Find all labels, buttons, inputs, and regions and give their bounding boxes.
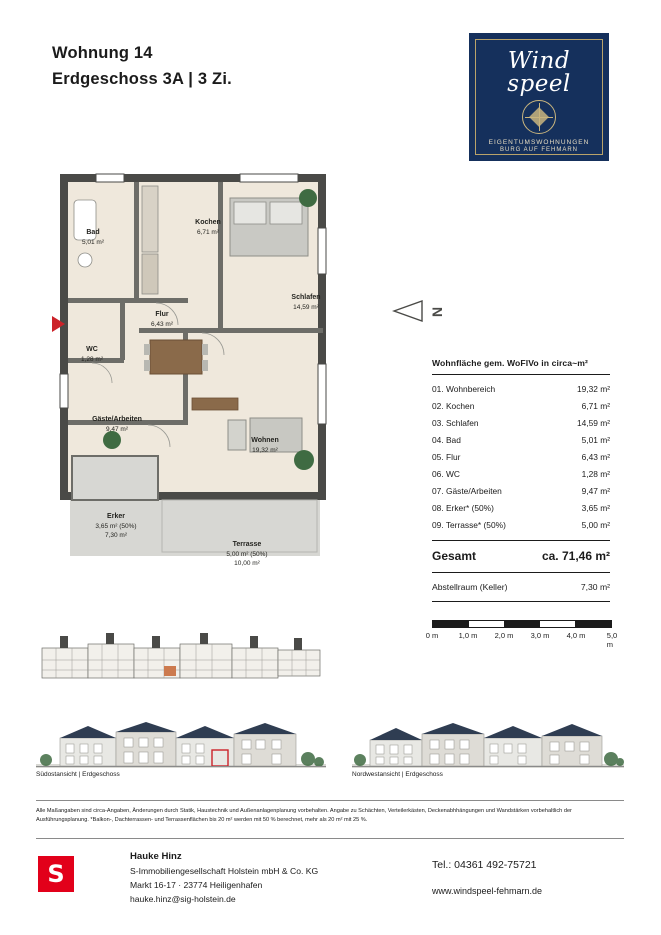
area-total-value: ca. 71,46 m² (541, 549, 610, 563)
area-row-value: 6,43 m² (581, 452, 610, 462)
area-total-label: Gesamt (432, 549, 477, 563)
area-row-label: 09. Terrasse* (50%) (432, 520, 506, 530)
title-apartment: Wohnung 14 (52, 44, 153, 62)
area-row-label: 07. Gäste/Arbeiten (432, 486, 502, 496)
brand-logo (469, 33, 609, 161)
contact-name: Hauke Hinz (130, 851, 182, 862)
room-label-erker: Erker 3,65 m² (50%) 7,30 m² (95, 513, 137, 539)
area-row-value: 6,71 m² (581, 401, 610, 411)
area-row-value: 14,59 m² (576, 418, 610, 428)
area-row-label: 06. WC (432, 469, 460, 479)
scale-tick: 3,0 m (530, 631, 550, 640)
scale-tick: 1,0 m (458, 631, 478, 640)
area-row-label: 03. Schlafen (432, 418, 479, 428)
room-label-flur: Flur 6,43 m² (150, 311, 174, 328)
room-label-wohnen: Wohnen 19,32 m² (251, 437, 279, 454)
scale-tick: 2,0 m (494, 631, 514, 640)
table-row (432, 398, 610, 415)
room-label-kochen: Kochen 6,71 m² (195, 219, 221, 236)
scale-tick: 0 m (425, 631, 439, 640)
floor-plan-drawing (52, 168, 352, 578)
scale-bar (425, 620, 618, 649)
contact-block (130, 850, 318, 906)
contact-phone[interactable]: Tel.: 04361 492-75721 (432, 859, 537, 871)
logo-subtitle-2: BURG AUF FEHMARN (499, 147, 578, 153)
logo-word-speel: speel (507, 71, 571, 97)
elevation-caption-southeast: Südostansicht | Erdgeschoss (36, 766, 326, 778)
disclaimer-text: Alle Maßangaben sind circa-Angaben, Änderungen durch Statik, Haustechnik und Außenanlagenplanung vorbehalten. Angabe zu Schächten, Verteilerkästen, Deckenabhhängungen und Wandstärken vorbehaltlich der Ausführungsplanung. *Balkon-, Dachterrassen- und Terrassenflächen bis 20 m² werden mit 50 % berechnet, mehr als 20 m² mit 25 %. (36, 800, 624, 824)
logo-subtitle-1: EIGENTUMSWOHNUNGEN (488, 139, 590, 146)
storage-room-row (432, 572, 610, 602)
contact-website[interactable]: www.windspeel-fehmarn.de (432, 886, 543, 896)
area-total-row (432, 540, 610, 563)
table-row (432, 432, 610, 449)
footer-divider (36, 838, 624, 839)
area-row-label: 08. Erker* (50%) (432, 503, 494, 513)
storage-room-value: 7,30 m² (580, 582, 610, 592)
logo-word-wind: Wind (507, 48, 571, 74)
contact-company: S-Immobiliengesellschaft Holstein mbH & Co. KG (130, 866, 319, 876)
site-plan (36, 630, 326, 692)
compass-rose-icon (522, 100, 556, 134)
room-label-terrasse: Terrasse 5,00 m² (50%) 10,00 m² (226, 541, 268, 567)
area-row-value: 3,65 m² (581, 503, 610, 513)
title-floor-rooms: Erdgeschoss 3A | 3 Zi. (52, 70, 232, 88)
area-table-heading: Wohnfläche gem. WoFlVo in circa~m² (432, 358, 610, 375)
room-label-gaeste-arbeiten: Gäste/Arbeiten 9,47 m² (92, 416, 142, 433)
elevation-caption-northwest: Nordwestansicht | Erdgeschoss (352, 766, 624, 778)
room-label-schlafen: Schlafen 14,59 m² (291, 294, 321, 311)
table-row (432, 466, 610, 483)
sparkasse-logo-letter: S (47, 860, 65, 888)
page-title (52, 40, 232, 92)
entrance-arrow-icon (52, 316, 65, 332)
area-row-label: 05. Flur (432, 452, 461, 462)
table-row (432, 500, 610, 517)
area-table (432, 358, 610, 602)
area-row-label: 02. Kochen (432, 401, 475, 411)
room-label-wc: WC 1,28 m² (80, 346, 104, 363)
table-row (432, 483, 610, 500)
area-row-value: 1,28 m² (581, 469, 610, 479)
sparkasse-logo (38, 856, 74, 892)
area-row-value: 5,00 m² (581, 520, 610, 530)
table-row (432, 381, 610, 398)
storage-room-label: Abstellraum (Keller) (432, 582, 508, 592)
contact-block-right (432, 852, 542, 904)
svg-text:N: N (429, 306, 445, 317)
table-row (432, 449, 610, 466)
scale-tick: 4,0 m (566, 631, 586, 640)
north-arrow (392, 296, 452, 326)
contact-address: Markt 16-17 · 23774 Heiligenhafen (130, 880, 263, 890)
area-row-value: 9,47 m² (581, 486, 610, 496)
area-row-value: 5,01 m² (581, 435, 610, 445)
room-label-bad: Bad 5,01 m² (81, 229, 105, 246)
table-row (432, 415, 610, 432)
area-row-label: 04. Bad (432, 435, 461, 445)
contact-email[interactable]: hauke.hinz@sig-holstein.de (130, 894, 236, 904)
table-row (432, 517, 610, 534)
area-row-value: 19,32 m² (576, 384, 610, 394)
floor-plan-svg (52, 168, 352, 578)
scale-tick: 5,0 m (606, 631, 618, 649)
area-row-label: 01. Wohnbereich (432, 384, 496, 394)
